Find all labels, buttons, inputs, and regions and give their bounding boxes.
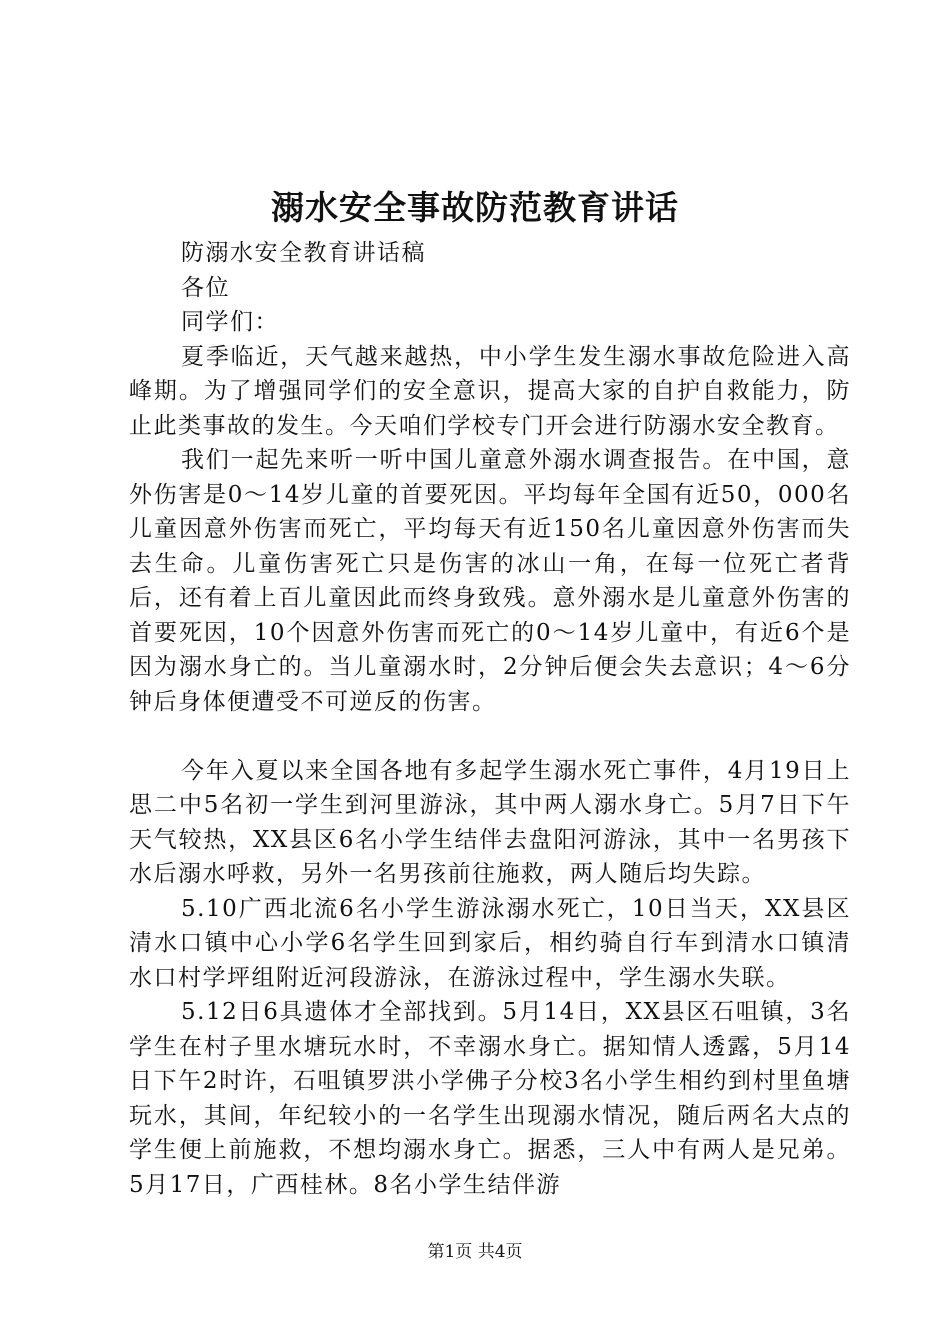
- salutation-line-2: 同学们：: [181, 309, 279, 335]
- subtitle-line: 防溺水安全教育讲话稿: [181, 240, 426, 266]
- page-number: 第1页 共4页: [427, 1242, 523, 1262]
- paragraph-spacer: [129, 719, 851, 754]
- paragraph-4: 5.10广西北流6名小学生游泳溺水死亡，10日当天，XX县区清水口镇中心小学6名学生回到家后，相约骑自行车到清水口镇清水口村学坪组附近河段游泳，在游泳过程中，学生溺水失联。: [129, 895, 851, 991]
- paragraph-2: 我们一起先来听一听中国儿童意外溺水调查报告。在中国，意外伤害是0～14岁儿童的首要死因。平均每年全国有近50，000名儿童因意外伤害而死亡，平均每天有近150名儿童因意外伤害而失去生命。儿童伤害死亡只是伤害的冰山一角，在每一位死亡者背后，还有着上百儿童因此而终身致残。意外溺水是儿童意外伤害的首要死因，10个因意外伤害而死亡的0～14岁儿童中，有近6个是因为溺水身亡的。当儿童溺水时，2分钟后便会失去意识；4～6分钟后身体便遭受不可逆反的伤害。: [129, 447, 851, 715]
- paragraph-1: 夏季临近，天气越来越热，中小学生发生溺水事故危险进入高峰期。为了增强同学们的安全意识，提高大家的自护自救能力，防止此类事故的发生。今天咱们学校专门开会进行防溺水安全教育。: [129, 343, 851, 439]
- paragraph-3: 今年入夏以来全国各地有多起学生溺水死亡事件，4月19日上思二中5名初一学生到河里游泳，其中两人溺水身亡。5月7日下午天气较热，XX县区6名小学生结伴去盘阳河游泳，其中一名男孩下水后溺水呼救，另外一名男孩前往施救，两人随后均失踪。: [129, 757, 851, 887]
- document-body: [129, 236, 851, 1202]
- salutation-line-1: 各位: [181, 274, 230, 301]
- document-title: 溺水安全事故防范教育讲话: [271, 188, 679, 227]
- paragraph-5: 5.12日6具遗体才全部找到。5月14日，XX县区石咀镇，3名学生在村子里水塘玩水时，不幸溺水身亡。据知情人透露，5月14日下午2时许，石咀镇罗洪小学佛子分校3名小学生相约到村里鱼塘玩水，其间，年纪较小的一名学生出现溺水情况，随后两名大点的学生便上前施救，不想均溺水身亡。据悉，三人中有两人是兄弟。5月17日，广西桂林。8名小学生结伴游: [129, 999, 851, 1198]
